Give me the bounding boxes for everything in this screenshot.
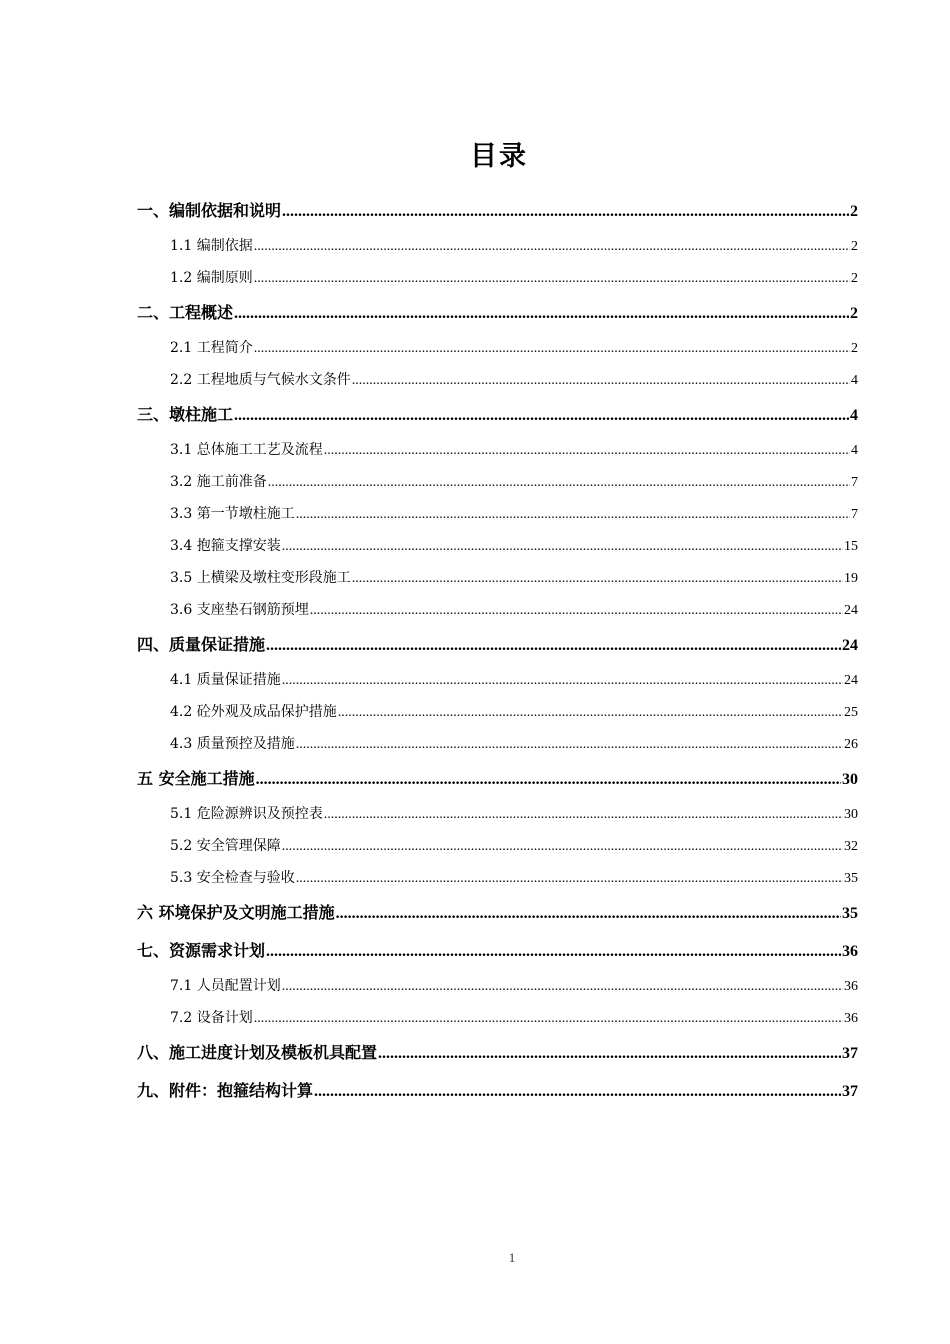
- toc-page-number: 36: [844, 1011, 858, 1026]
- toc-dot-leader: [266, 637, 841, 655]
- toc-entry-title: 3.6 支座垫石钢筋预埋: [170, 602, 309, 618]
- toc-section-entry[interactable]: [137, 766, 858, 789]
- toc-entry-title: 2.2 工程地质与气候水文条件: [170, 372, 351, 388]
- page-title: 目录: [470, 141, 528, 172]
- toc-page-number: 4: [850, 407, 858, 424]
- toc-entry-title: 5.2 安全管理保障: [170, 838, 281, 854]
- toc-subsection-entry[interactable]: [170, 235, 858, 255]
- toc-dot-leader: [268, 475, 850, 491]
- toc-entry-title: 3.3 第一节墩柱施工: [170, 506, 295, 522]
- toc-dot-leader: [352, 373, 850, 389]
- toc-dot-leader: [256, 771, 841, 789]
- toc-dot-leader: [254, 271, 850, 287]
- toc-page-number: 35: [844, 871, 858, 886]
- toc-page-number: 37: [842, 1083, 858, 1100]
- toc-page-number: 30: [844, 807, 858, 822]
- toc-entry-title: 一、编制依据和说明: [137, 201, 282, 220]
- toc-page-number: 35: [842, 905, 858, 922]
- toc-page-number: 24: [844, 673, 858, 688]
- toc-entry-title: 六 环境保护及文明施工措施: [137, 903, 335, 922]
- toc-page-number: 2: [851, 271, 858, 286]
- toc-dot-leader: [336, 905, 841, 923]
- toc-dot-leader: [254, 1011, 843, 1027]
- toc-subsection-entry[interactable]: [170, 503, 858, 523]
- toc-page-number: 37: [842, 1045, 858, 1062]
- toc-entry-title: 7.1 人员配置计划: [170, 978, 281, 994]
- toc-entry-title: 1.2 编制原则: [170, 270, 253, 286]
- toc-entry-title: 二、工程概述: [137, 303, 234, 322]
- toc-dot-leader: [254, 239, 850, 255]
- toc-entry-title: 3.4 抱箍支撑安装: [170, 538, 281, 554]
- toc-page-number: 2: [850, 203, 858, 220]
- toc-entry-title: 3.2 施工前准备: [170, 474, 267, 490]
- toc-entry-title: 四、质量保证措施: [137, 635, 266, 654]
- toc-entry-title: 三、墩柱施工: [137, 405, 234, 424]
- toc-subsection-entry[interactable]: [170, 535, 858, 555]
- toc-subsection-entry[interactable]: [170, 267, 858, 287]
- toc-page-number: 32: [844, 839, 858, 854]
- toc-page-number: 36: [842, 943, 858, 960]
- toc-dot-leader: [282, 839, 843, 855]
- toc-dot-leader: [282, 203, 849, 221]
- toc-page-number: 4: [851, 373, 858, 388]
- toc-entry-title: 3.5 上横梁及墩柱变形段施工: [170, 570, 351, 586]
- toc-dot-leader: [324, 807, 843, 823]
- toc-dot-leader: [352, 571, 843, 587]
- toc-subsection-entry[interactable]: [170, 567, 858, 587]
- toc-dot-leader: [310, 603, 843, 619]
- toc-subsection-entry[interactable]: [170, 669, 858, 689]
- toc-dot-leader: [282, 673, 843, 689]
- toc-section-entry[interactable]: [137, 402, 858, 425]
- toc-subsection-entry[interactable]: [170, 733, 858, 753]
- toc-page-number: 2: [851, 239, 858, 254]
- toc-entry-title: 2.1 工程简介: [170, 340, 253, 356]
- toc-section-entry[interactable]: [137, 632, 858, 655]
- toc-subsection-entry[interactable]: [170, 975, 858, 995]
- toc-section-entry[interactable]: [137, 900, 858, 923]
- toc-dot-leader: [234, 305, 849, 323]
- toc-entry-title: 五 安全施工措施: [137, 769, 255, 788]
- toc-section-entry[interactable]: [137, 300, 858, 323]
- toc-subsection-entry[interactable]: [170, 803, 858, 823]
- toc-subsection-entry[interactable]: [170, 337, 858, 357]
- toc-dot-leader: [296, 737, 843, 753]
- toc-entry-title: 3.1 总体施工工艺及流程: [170, 442, 323, 458]
- toc-subsection-entry[interactable]: [170, 867, 858, 887]
- toc-entry-title: 5.1 危险源辨识及预控表: [170, 806, 323, 822]
- toc-entry-title: 7.2 设备计划: [170, 1010, 253, 1026]
- toc-subsection-entry[interactable]: [170, 835, 858, 855]
- toc-page-number: 19: [844, 571, 858, 586]
- toc-dot-leader: [324, 443, 850, 459]
- toc-dot-leader: [314, 1083, 841, 1101]
- toc-page-number: 30: [842, 771, 858, 788]
- toc-page-number: 4: [851, 443, 858, 458]
- toc-section-entry[interactable]: [137, 1040, 858, 1063]
- toc-entry-title: 4.1 质量保证措施: [170, 672, 281, 688]
- toc-dot-leader: [254, 341, 850, 357]
- toc-dot-leader: [378, 1045, 841, 1063]
- toc-entry-title: 1.1 编制依据: [170, 238, 253, 254]
- toc-page-number: 7: [851, 475, 858, 490]
- toc-entry-title: 八、施工进度计划及模板机具配置: [137, 1043, 378, 1062]
- toc-page-number: 25: [844, 705, 858, 720]
- toc-section-entry[interactable]: [137, 1078, 858, 1101]
- toc-entry-title: 5.3 安全检查与验收: [170, 870, 295, 886]
- toc-page-number: 24: [842, 637, 858, 654]
- toc-dot-leader: [282, 979, 843, 995]
- toc-dot-leader: [282, 539, 843, 555]
- toc-entry-title: 七、资源需求计划: [137, 941, 266, 960]
- toc-subsection-entry[interactable]: [170, 369, 858, 389]
- toc-page-number: 26: [844, 737, 858, 752]
- toc-page-number: 7: [851, 507, 858, 522]
- toc-entry-title: 九、附件：抱箍结构计算: [137, 1081, 314, 1100]
- toc-dot-leader: [266, 943, 841, 961]
- toc-dot-leader: [234, 407, 849, 425]
- toc-section-entry[interactable]: [137, 198, 858, 221]
- toc-dot-leader: [296, 871, 843, 887]
- toc-subsection-entry[interactable]: [170, 439, 858, 459]
- toc-subsection-entry[interactable]: [170, 701, 858, 721]
- toc-dot-leader: [338, 705, 843, 721]
- toc-page-number: 2: [850, 305, 858, 322]
- toc-entry-title: 4.3 质量预控及措施: [170, 736, 295, 752]
- toc-page-number: 36: [844, 979, 858, 994]
- toc-subsection-entry[interactable]: [170, 471, 858, 491]
- toc-page-number: 15: [844, 539, 858, 554]
- toc-entry-title: 4.2 砼外观及成品保护措施: [170, 704, 337, 720]
- toc-page-number: 2: [851, 341, 858, 356]
- toc-subsection-entry[interactable]: [170, 599, 858, 619]
- toc-subsection-entry[interactable]: [170, 1007, 858, 1027]
- toc-section-entry[interactable]: [137, 938, 858, 961]
- page-number: 1: [508, 1250, 516, 1265]
- toc-page-number: 24: [844, 603, 858, 618]
- toc-dot-leader: [296, 507, 850, 523]
